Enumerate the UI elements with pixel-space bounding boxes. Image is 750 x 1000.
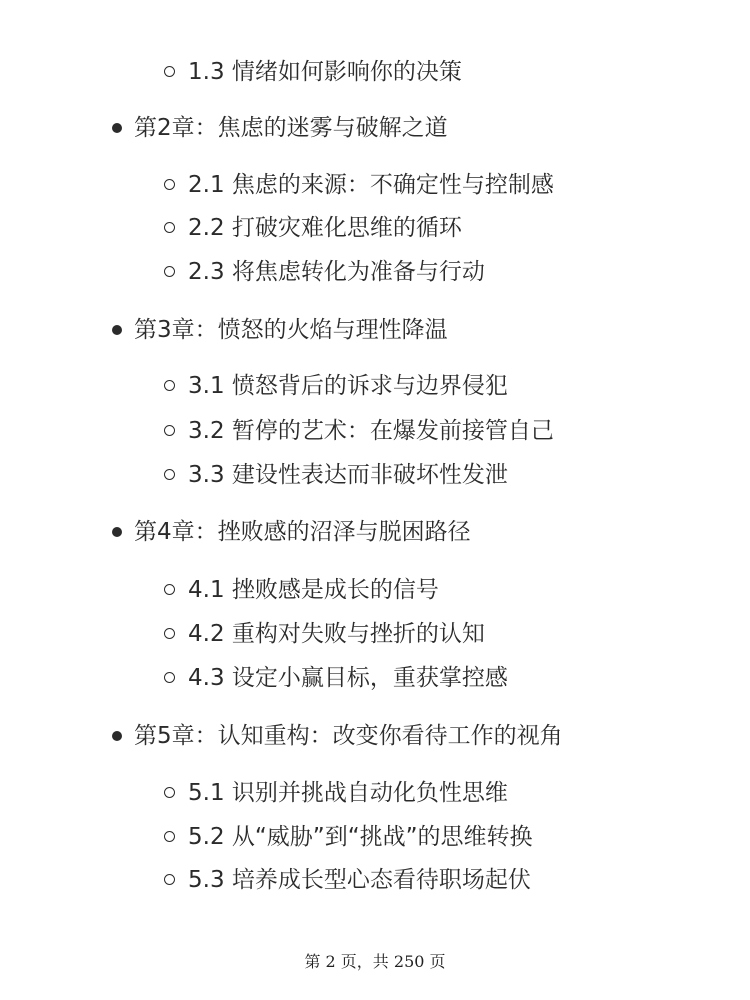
filled-bullet-icon [112, 731, 122, 741]
toc-item-label: 第4章：挫败感的沼泽与脱困路径 [134, 519, 471, 545]
toc-item-label: 4.2 重构对失败与挫折的认知 [188, 621, 485, 647]
hollow-bullet-icon [164, 628, 175, 639]
toc-item-label: 3.2 暂停的艺术：在爆发前接管自己 [188, 418, 554, 444]
hollow-bullet-icon [164, 266, 175, 277]
toc-section-item [0, 252, 750, 292]
toc-section-item [0, 165, 750, 205]
toc-section-item [0, 817, 750, 857]
toc-section-item [0, 208, 750, 248]
toc-item-label: 5.2 从“威胁”到“挑战”的思维转换 [188, 824, 533, 850]
page-number-label: 第 2 页，共 250 页 [304, 952, 446, 971]
toc-section-item [0, 614, 750, 654]
toc-section-item [0, 860, 750, 900]
toc-item-label: 2.1 焦虑的来源：不确定性与控制感 [188, 172, 554, 198]
toc-item-label: 2.2 打破灾难化思维的循环 [188, 215, 462, 241]
toc-section-item [0, 570, 750, 610]
toc-section-item [0, 411, 750, 451]
toc-item-label: 1.3 情绪如何影响你的决策 [188, 59, 462, 85]
hollow-bullet-icon [164, 874, 175, 885]
toc-item-label: 4.1 挫败感是成长的信号 [188, 577, 439, 603]
hollow-bullet-icon [164, 380, 175, 391]
toc-item-label: 第2章：焦虑的迷雾与破解之道 [134, 115, 448, 141]
filled-bullet-icon [112, 527, 122, 537]
toc-section-item [0, 658, 750, 698]
filled-bullet-icon [112, 123, 122, 133]
hollow-bullet-icon [164, 179, 175, 190]
hollow-bullet-icon [164, 831, 175, 842]
toc-item-label: 第3章：愤怒的火焰与理性降温 [134, 317, 448, 343]
hollow-bullet-icon [164, 787, 175, 798]
toc-chapter-item [0, 310, 750, 350]
toc-item-label: 4.3 设定小赢目标，重获掌控感 [188, 665, 508, 691]
toc-section-item [0, 773, 750, 813]
page-number-footer [0, 950, 750, 974]
toc-item-label: 5.1 识别并挑战自动化负性思维 [188, 780, 508, 806]
toc-section-item [0, 52, 750, 92]
toc-item-label: 2.3 将焦虑转化为准备与行动 [188, 259, 485, 285]
toc-chapter-item [0, 108, 750, 148]
toc-section-item [0, 455, 750, 495]
toc-item-label: 第5章：认知重构：改变你看待工作的视角 [134, 723, 563, 749]
hollow-bullet-icon [164, 66, 175, 77]
hollow-bullet-icon [164, 672, 175, 683]
toc-chapter-item [0, 512, 750, 552]
toc-item-label: 3.1 愤怒背后的诉求与边界侵犯 [188, 373, 508, 399]
toc-item-label: 3.3 建设性表达而非破坏性发泄 [188, 462, 508, 488]
toc-section-item [0, 366, 750, 406]
hollow-bullet-icon [164, 584, 175, 595]
toc-item-label: 5.3 培养成长型心态看待职场起伏 [188, 867, 531, 893]
hollow-bullet-icon [164, 425, 175, 436]
toc-chapter-item [0, 716, 750, 756]
hollow-bullet-icon [164, 469, 175, 480]
hollow-bullet-icon [164, 222, 175, 233]
filled-bullet-icon [112, 325, 122, 335]
